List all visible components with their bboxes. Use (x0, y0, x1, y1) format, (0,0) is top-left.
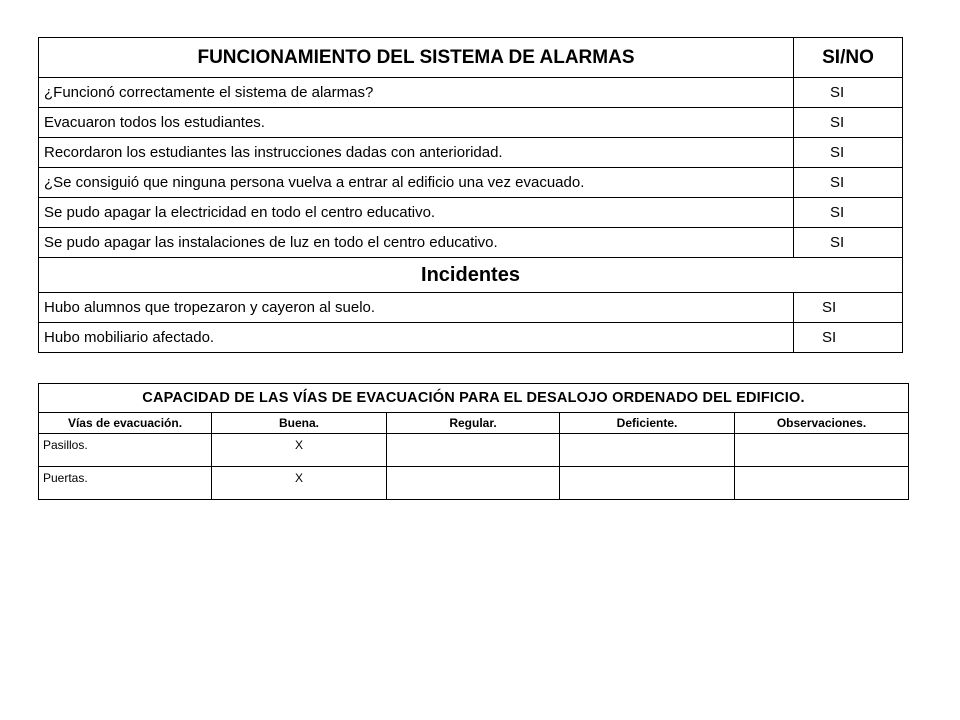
question-cell: ¿Funcionó correctamente el sistema de alarmas? (39, 78, 794, 108)
answer-cell: SI (794, 323, 903, 353)
table-row (39, 228, 903, 258)
table-row (39, 78, 903, 108)
table-row (39, 293, 903, 323)
table-row (39, 108, 903, 138)
regular-cell (387, 467, 560, 500)
alarm-table-title: FUNCIONAMIENTO DEL SISTEMA DE ALARMAS (39, 38, 794, 78)
observaciones-cell (735, 434, 909, 467)
question-cell: Se pudo apagar la electricidad en todo el centro educativo. (39, 198, 794, 228)
capacity-table-header (39, 384, 909, 413)
question-cell: Evacuaron todos los estudiantes. (39, 108, 794, 138)
column-header: Regular. (387, 413, 560, 434)
question-cell: Hubo mobiliario afectado. (39, 323, 794, 353)
regular-cell (387, 434, 560, 467)
answer-column-header: SI/NO (794, 38, 903, 78)
answer-cell: SI (794, 293, 903, 323)
deficiente-cell (560, 467, 735, 500)
column-header: Observaciones. (735, 413, 909, 434)
alarm-table-header (39, 38, 903, 78)
incidents-title: Incidentes (39, 258, 903, 293)
incidents-section-row (39, 258, 903, 293)
question-cell: Se pudo apagar las instalaciones de luz en todo el centro educativo. (39, 228, 794, 258)
answer-cell: SI (794, 228, 903, 258)
table-row (39, 198, 903, 228)
evacuation-capacity-table (38, 383, 909, 500)
capacity-table-title: CAPACIDAD DE LAS VÍAS DE EVACUACIÓN PARA EL DESALOJO ORDENADO DEL EDIFICIO. (39, 384, 909, 413)
column-headers (39, 413, 909, 434)
question-cell: Hubo alumnos que tropezaron y cayeron al suelo. (39, 293, 794, 323)
observaciones-cell (735, 467, 909, 500)
answer-cell: SI (794, 108, 903, 138)
table-row (39, 138, 903, 168)
answer-cell: SI (794, 78, 903, 108)
column-header: Vías de evacuación. (39, 413, 212, 434)
column-header: Deficiente. (560, 413, 735, 434)
route-name-cell: Puertas. (39, 467, 212, 500)
table-row (39, 434, 909, 467)
table-row (39, 467, 909, 500)
route-name-cell: Pasillos. (39, 434, 212, 467)
deficiente-cell (560, 434, 735, 467)
answer-cell: SI (794, 138, 903, 168)
buena-cell: X (212, 467, 387, 500)
answer-cell: SI (794, 198, 903, 228)
alarm-system-table (38, 37, 903, 353)
answer-cell: SI (794, 168, 903, 198)
table-row (39, 323, 903, 353)
column-header: Buena. (212, 413, 387, 434)
buena-cell: X (212, 434, 387, 467)
question-cell: ¿Se consiguió que ninguna persona vuelva a entrar al edificio una vez evacuado. (39, 168, 794, 198)
question-cell: Recordaron los estudiantes las instrucciones dadas con anterioridad. (39, 138, 794, 168)
table-row (39, 168, 903, 198)
